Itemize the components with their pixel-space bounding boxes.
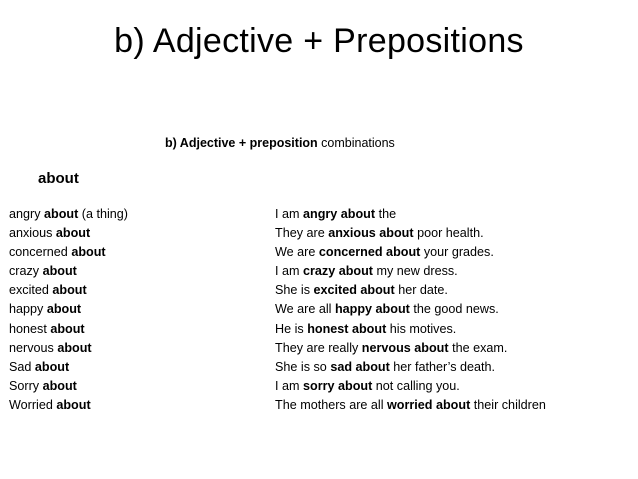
preposition-word: about: [71, 245, 106, 260]
sentence-start: They are really: [275, 340, 362, 355]
adjective-word: Worried: [9, 397, 57, 412]
sentence-start: They are: [275, 226, 329, 241]
adjective-list: [9, 205, 128, 415]
sentence-highlight: angry about: [303, 207, 376, 221]
example-sentence: [275, 358, 546, 377]
sentence-start: She is so: [275, 359, 331, 374]
sentence-highlight: worried about: [387, 397, 471, 412]
adjective-note: (a thing): [78, 207, 128, 221]
sentence-start: He is: [275, 321, 308, 336]
example-sentence: [275, 396, 546, 415]
example-sentence: [275, 262, 546, 281]
adjective-word: anxious: [9, 226, 56, 241]
adjective-word: Sad: [9, 359, 35, 374]
sentence-start: I am: [275, 378, 303, 393]
example-sentence: [275, 224, 546, 243]
sentence-end: his motives.: [386, 321, 457, 336]
adjective-item: [9, 224, 128, 243]
adjective-word: happy: [9, 302, 47, 317]
adjective-word: Sorry: [9, 378, 43, 393]
sentence-end: her father’s death.: [389, 359, 496, 374]
preposition-word: about: [56, 397, 91, 412]
example-sentence-list: [275, 205, 546, 415]
sentence-start: I am: [275, 264, 303, 279]
sentence-end: the good news.: [409, 302, 499, 317]
sentence-end: her date.: [394, 283, 448, 298]
sentence-highlight: anxious about: [328, 226, 414, 241]
adjective-word: crazy: [9, 264, 43, 279]
example-sentence: [275, 281, 546, 300]
adjective-word: concerned: [9, 245, 72, 260]
adjective-item: [9, 281, 128, 300]
preposition-word: about: [34, 359, 70, 374]
preposition-word: about: [57, 340, 92, 355]
sentence-highlight: crazy about: [303, 264, 373, 279]
sentence-start: I am: [275, 207, 303, 221]
example-sentence: [275, 339, 546, 358]
subtitle-bold: b) Adjective + preposition: [165, 136, 318, 150]
adjective-item: [9, 205, 128, 224]
sentence-end: poor health.: [413, 226, 484, 241]
sentence-end: the exam.: [448, 340, 508, 355]
adjective-word: nervous: [9, 340, 58, 355]
adjective-item: [9, 243, 128, 262]
sentence-highlight: sorry about: [303, 378, 373, 393]
preposition-word: about: [46, 302, 82, 317]
section-heading: about: [38, 170, 79, 187]
sentence-start: We are: [275, 245, 319, 260]
adjective-word: excited: [9, 283, 53, 298]
sentence-highlight: nervous about: [361, 340, 449, 355]
preposition-word: about: [42, 264, 77, 279]
adjective-item: [9, 358, 128, 377]
adjective-item: [9, 300, 128, 319]
sentence-start: The mothers are all: [275, 397, 387, 412]
preposition-word: about: [50, 321, 85, 336]
sentence-start: We are all: [275, 302, 335, 317]
sentence-end: their children: [470, 397, 546, 412]
example-sentence: [275, 320, 546, 339]
adjective-word: honest: [9, 321, 51, 336]
sentence-highlight: concerned about: [318, 245, 421, 260]
sentence-highlight: sad about: [330, 359, 390, 374]
sentence-highlight: happy about: [334, 302, 410, 317]
subtitle-rest: combinations: [317, 136, 395, 150]
example-sentence: [275, 377, 546, 396]
adjective-item: [9, 339, 128, 358]
adjective-word: angry: [9, 207, 45, 221]
preposition-word: about: [42, 378, 77, 393]
adjective-item: [9, 396, 128, 415]
example-sentence: [275, 243, 546, 262]
subtitle: [165, 136, 395, 150]
preposition-word: about: [55, 226, 91, 241]
sentence-end: my new dress.: [373, 264, 458, 279]
example-sentence: [275, 300, 546, 319]
page-title: b) Adjective + Prepositions: [114, 22, 524, 60]
sentence-end: your grades.: [420, 245, 494, 260]
sentence-end: the: [375, 207, 397, 221]
example-sentence: [275, 205, 546, 224]
preposition-word: about: [52, 283, 87, 298]
preposition-word: about: [44, 207, 79, 221]
sentence-end: not calling you.: [372, 378, 460, 393]
sentence-start: She is: [275, 283, 314, 298]
adjective-item: [9, 377, 128, 396]
sentence-highlight: excited about: [313, 283, 395, 298]
adjective-item: [9, 320, 128, 339]
sentence-highlight: honest about: [307, 321, 387, 336]
adjective-item: [9, 262, 128, 281]
